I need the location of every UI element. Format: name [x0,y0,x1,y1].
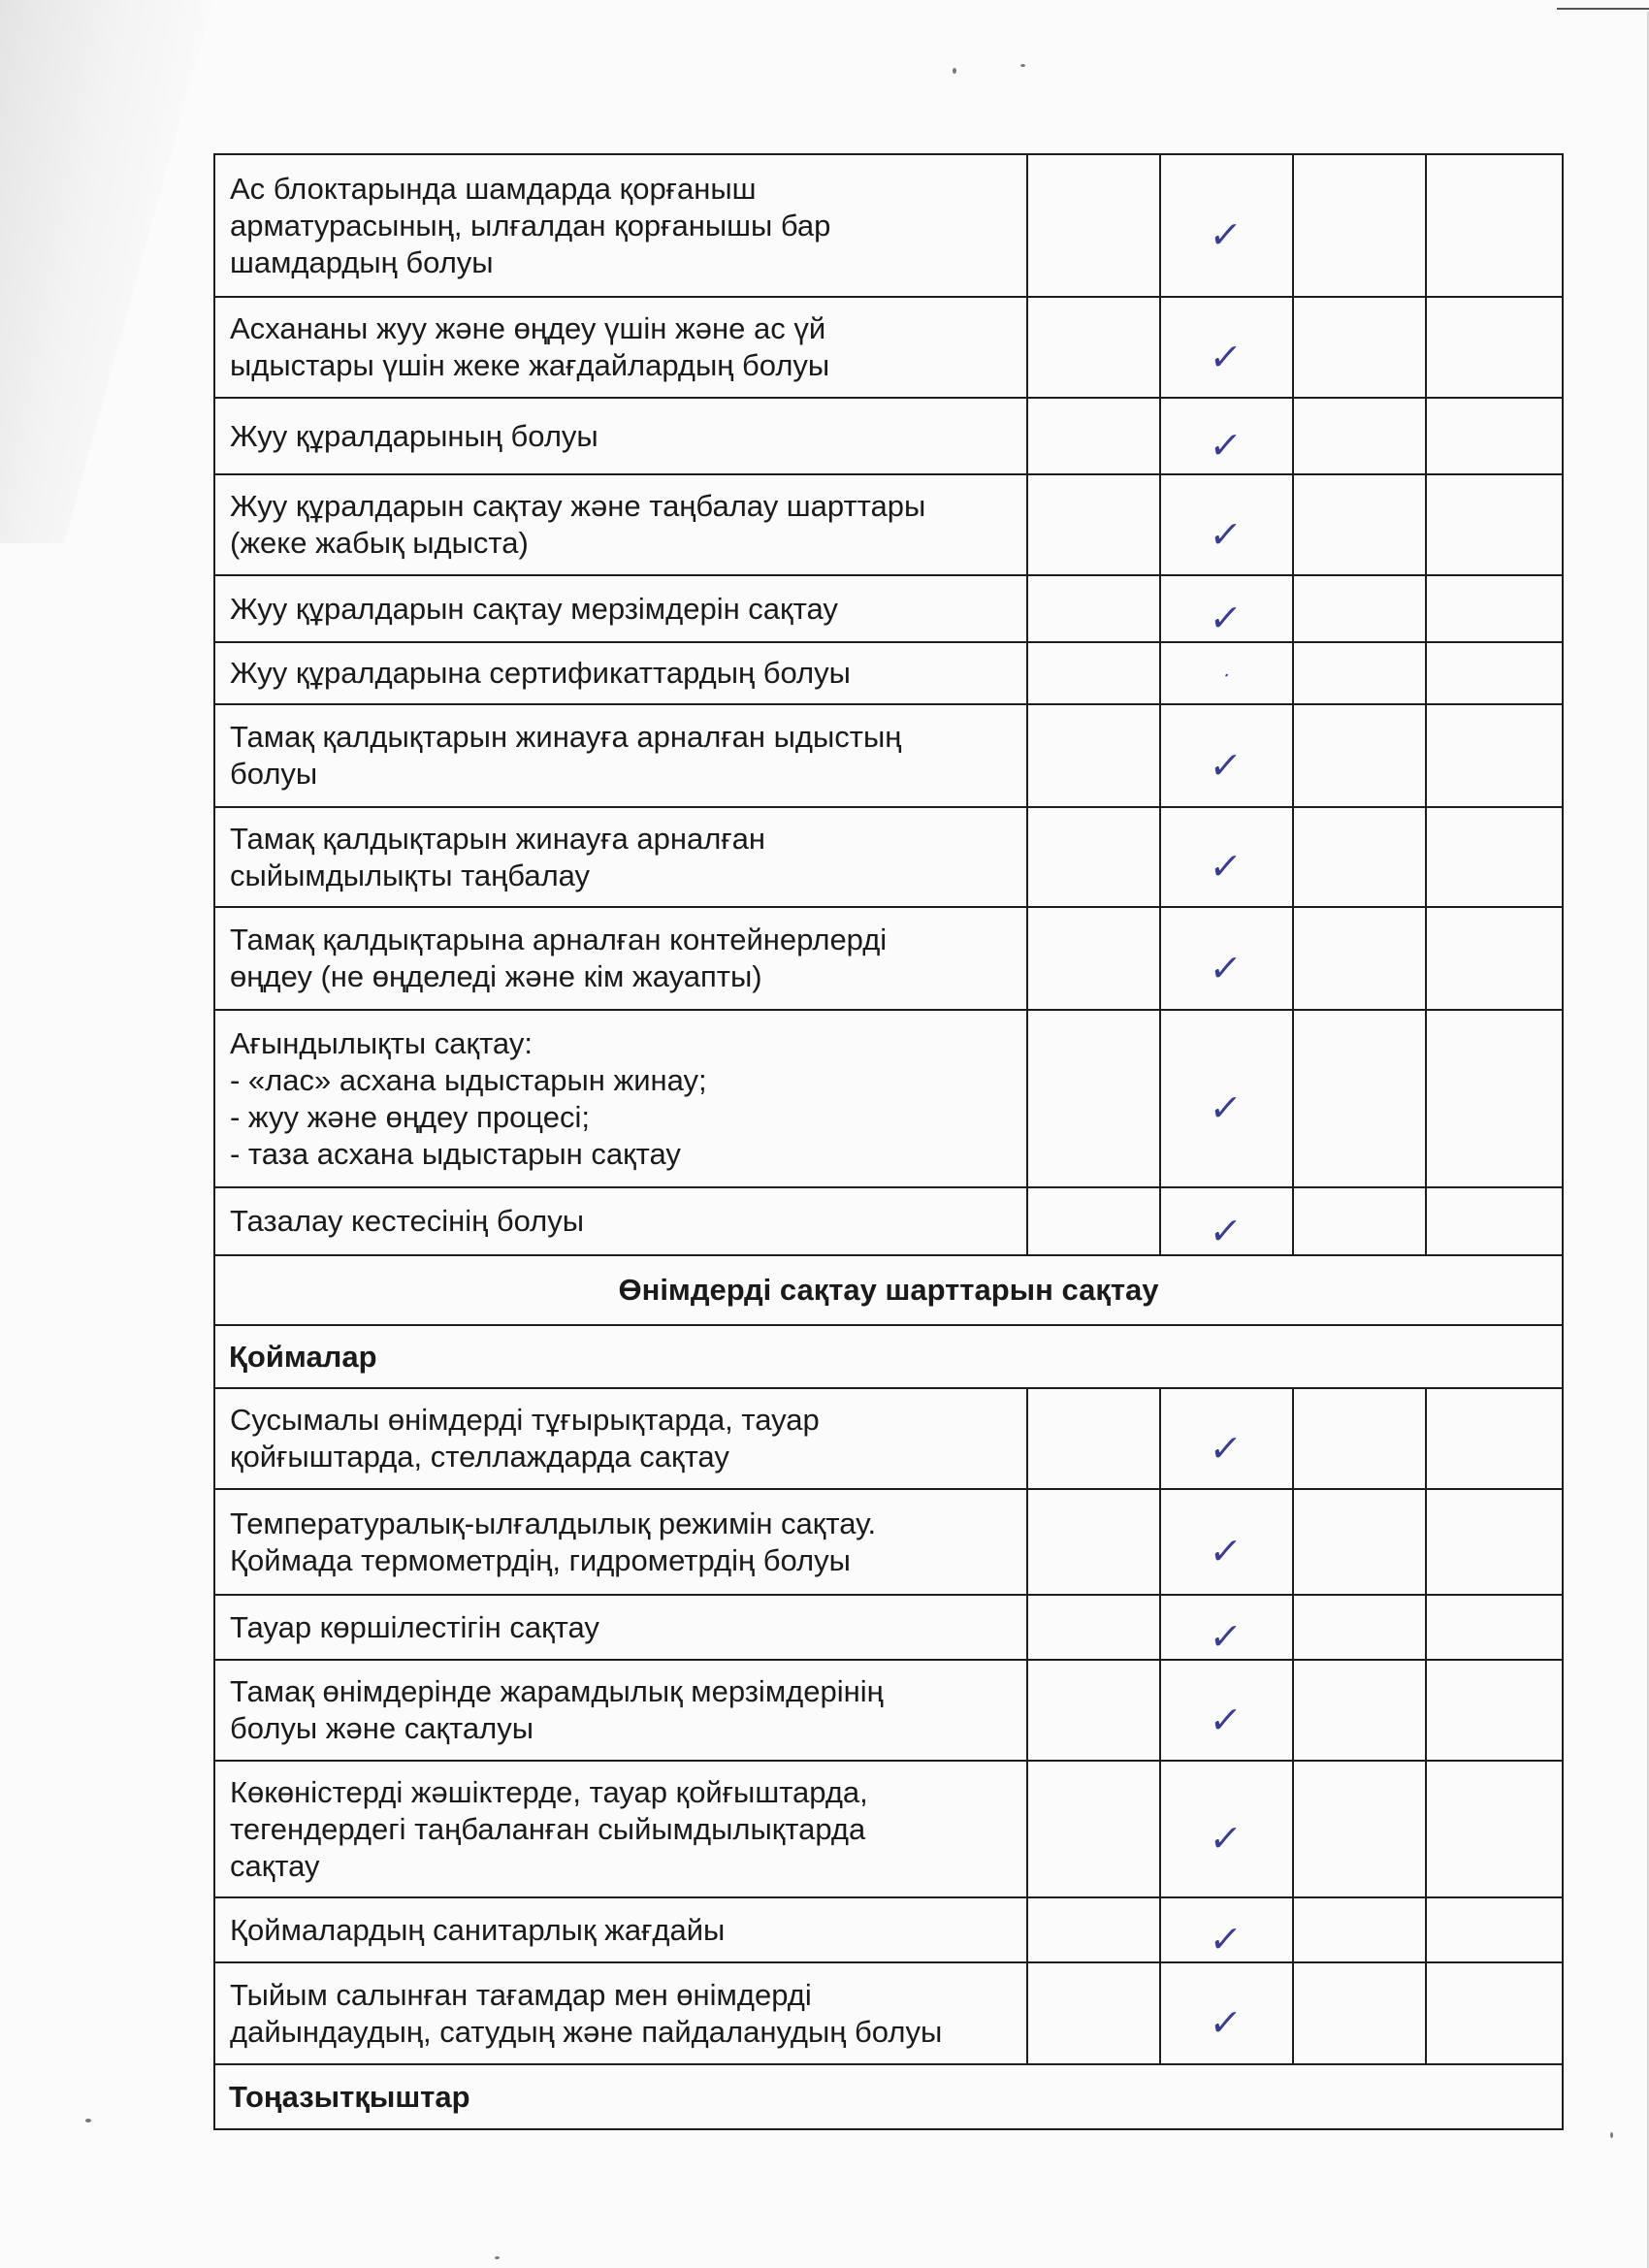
answer-cell-col1 [1027,1187,1160,1255]
answer-cell-col2 [1160,575,1293,642]
answer-cell-col4 [1426,474,1563,575]
answer-cell-col3 [1293,154,1426,297]
handwritten-check-icon: ✓ [1206,1530,1244,1572]
checklist-row [214,154,1563,297]
answer-cell-col2 [1160,154,1293,297]
handwritten-check-icon: ✓ [1206,597,1244,639]
handwritten-check-icon: ✓ [1206,1615,1244,1658]
answer-cell-col3 [1293,907,1426,1010]
answer-cell-col3 [1293,1761,1426,1897]
answer-cell-col3 [1293,1489,1426,1595]
answer-cell-col2 [1160,807,1293,907]
answer-cell-col3 [1293,297,1426,398]
handwritten-check-icon: ✓ [1206,1918,1244,1960]
handwritten-check-icon: ✓ [1206,512,1244,556]
checklist-row [214,1489,1563,1595]
answer-cell-col3 [1293,704,1426,807]
requirement-text: Тамақ қалдықтарына арналған контейнерлерді өңдеу (не өңделеді және кім жауапты) [214,907,1027,1010]
answer-cell-col3 [1293,1962,1426,2064]
requirement-text: Тамақ қалдықтарын жинауға арналған сыйымдылықты таңбалау [214,807,1027,907]
checklist-row [214,1897,1563,1962]
handwritten-check-icon: ✓ [1206,213,1244,256]
scan-speck [1610,2132,1613,2138]
answer-cell-col4 [1426,1962,1563,2064]
handwritten-check-icon: ✓ [1206,1817,1244,1860]
checklist-row [214,1595,1563,1660]
answer-cell-col4 [1426,1660,1563,1761]
checklist-row [214,1660,1563,1761]
answer-cell-col4 [1426,398,1563,474]
handwritten-check-icon: ✓ [1206,743,1244,787]
answer-cell-col3 [1293,1660,1426,1761]
answer-cell-col3 [1293,1595,1426,1660]
scan-speck [495,2256,500,2259]
answer-cell-col4 [1426,704,1563,807]
requirement-text: Тыйым салынған тағамдар мен өнімдерді дайындаудың, сатудың және пайдаланудың болуы [214,1962,1027,2064]
answer-cell-col1 [1027,1660,1160,1761]
answer-cell-col2 [1160,1761,1293,1897]
requirement-text: Жуу құралдарына сертификаттардың болуы [214,642,1027,704]
requirement-text: Сусымалы өнімдерді тұғырықтарда, тауар қойғыштарда, стеллаждарда сақтау [214,1388,1027,1489]
answer-cell-col2 [1160,1388,1293,1489]
scan-speck [85,2119,91,2122]
checklist-row [214,642,1563,704]
handwritten-check-icon: ✓ [1206,335,1244,378]
requirement-text: Жуу құралдарының болуы [214,398,1027,474]
handwritten-check-icon: ✓ [1206,845,1244,888]
answer-cell-col3 [1293,575,1426,642]
answer-cell-col1 [1027,1962,1160,2064]
answer-cell-col4 [1426,575,1563,642]
checklist-row [214,907,1563,1010]
answer-cell-col3 [1293,474,1426,575]
answer-cell-col4 [1426,642,1563,704]
answer-cell-col4 [1426,807,1563,907]
handwritten-check-icon: ✓ [1206,1698,1244,1741]
requirement-text: Жуу құралдарын сақтау мерзімдерін сақтау [214,575,1027,642]
answer-cell-col1 [1027,807,1160,907]
answer-cell-col1 [1027,398,1160,474]
scan-speck [953,68,956,74]
requirement-text: Асхананы жуу және өңдеу үшін және ас үй ыдыстары үшін жеке жағдайлардың болуы [214,297,1027,398]
answer-cell-col1 [1027,575,1160,642]
answer-cell-col3 [1293,1187,1426,1255]
subsection-header-row [214,2064,1563,2129]
handwritten-check-icon: ✓ [1206,946,1244,989]
answer-cell-col3 [1293,1388,1426,1489]
checklist-row [214,297,1563,398]
checklist-row [214,1187,1563,1255]
answer-cell-col1 [1027,1489,1160,1595]
handwritten-check-icon: ✓ [1206,1209,1244,1252]
answer-cell-col2 [1160,704,1293,807]
answer-cell-col4 [1426,1187,1563,1255]
answer-cell-col1 [1027,1010,1160,1187]
answer-cell-col2 [1160,1897,1293,1962]
dot-mark: · [1221,663,1232,687]
answer-cell-col2 [1160,297,1293,398]
answer-cell-col1 [1027,1595,1160,1660]
answer-cell-col1 [1027,474,1160,575]
scan-edge-line [1557,8,1649,10]
answer-cell-col2 [1160,1962,1293,2064]
answer-cell-col1 [1027,704,1160,807]
handwritten-check-icon: ✓ [1206,1086,1244,1129]
answer-cell-col4 [1426,1489,1563,1595]
answer-cell-col4 [1426,1388,1563,1489]
requirement-text: Температуралық-ылғалдылық режимін сақтау. Қоймада термометрдің, гидрометрдің болуы [214,1489,1027,1595]
checklist-row [214,398,1563,474]
handwritten-check-icon: ✓ [1206,424,1244,467]
requirement-text: Жуу құралдарын сақтау және таңбалау шарттары (жеке жабық ыдыста) [214,474,1027,575]
answer-cell-col1 [1027,1897,1160,1962]
answer-cell-col1 [1027,642,1160,704]
answer-cell-col2 [1160,398,1293,474]
checklist-row [214,1388,1563,1489]
requirement-text: Қоймалардың санитарлық жағдайы [214,1897,1027,1962]
answer-cell-col3 [1293,1010,1426,1187]
answer-cell-col3 [1293,398,1426,474]
section-header-row [214,1255,1563,1325]
inspection-checklist-table [213,153,1564,2130]
answer-cell-col1 [1027,1761,1160,1897]
checklist-row [214,704,1563,807]
requirement-text: Тауар көршілестігін сақтау [214,1595,1027,1660]
answer-cell-col1 [1027,1388,1160,1489]
section-title: Өнімдерді сақтау шарттарын сақтау [214,1255,1563,1325]
answer-cell-col3 [1293,1897,1426,1962]
answer-cell-col2 [1160,1489,1293,1595]
answer-cell-col4 [1426,154,1563,297]
scan-speck [1020,64,1025,67]
answer-cell-col4 [1426,1010,1563,1187]
answer-cell-col1 [1027,907,1160,1010]
answer-cell-col4 [1426,1595,1563,1660]
handwritten-check-icon: ✓ [1206,2001,1244,2044]
answer-cell-col2 [1160,1187,1293,1255]
answer-cell-col1 [1027,154,1160,297]
answer-cell-col4 [1426,1761,1563,1897]
subsection-title: Қоймалар [214,1325,1563,1388]
subsection-title: Тоңазытқыштар [214,2064,1563,2129]
answer-cell-col2 [1160,1010,1293,1187]
handwritten-check-icon: ✓ [1206,1426,1244,1470]
answer-cell-col3 [1293,642,1426,704]
requirement-text: Көкөністерді жәшіктерде, тауар қойғыштарда, тегендердегі таңбаланған сыйымдылықтарда сақтау [214,1761,1027,1897]
checklist-row [214,575,1563,642]
checklist-row [214,1761,1563,1897]
answer-cell-col2 [1160,1595,1293,1660]
scan-shadow [0,0,213,543]
answer-cell-col2 [1160,1660,1293,1761]
answer-cell-col4 [1426,297,1563,398]
answer-cell-col1 [1027,297,1160,398]
checklist-row [214,1010,1563,1187]
requirement-text: Тамақ қалдықтарын жинауға арналған ыдыстың болуы [214,704,1027,807]
answer-cell-col3 [1293,807,1426,907]
answer-cell-col2 [1160,907,1293,1010]
requirement-text: Ағындылықты сақтау: - «лас» асхана ыдыстарын жинау; - жуу және өңдеу процесі; - таза асхана ыдыстарын сақтау [214,1010,1027,1187]
answer-cell-col2 [1160,474,1293,575]
requirement-text: Тазалау кестесінің болуы [214,1187,1027,1255]
answer-cell-col2 [1160,642,1293,704]
answer-cell-col4 [1426,1897,1563,1962]
checklist-row [214,1962,1563,2064]
checklist-row [214,807,1563,907]
requirement-text: Ас блоктарында шамдарда қорғаныш арматурасының, ылғалдан қорғанышы бар шамдардың болуы [214,154,1027,297]
checklist-row [214,474,1563,575]
answer-cell-col4 [1426,907,1563,1010]
subsection-header-row [214,1325,1563,1388]
requirement-text: Тамақ өнімдерінде жарамдылық мерзімдерінің болуы және сақталуы [214,1660,1027,1761]
